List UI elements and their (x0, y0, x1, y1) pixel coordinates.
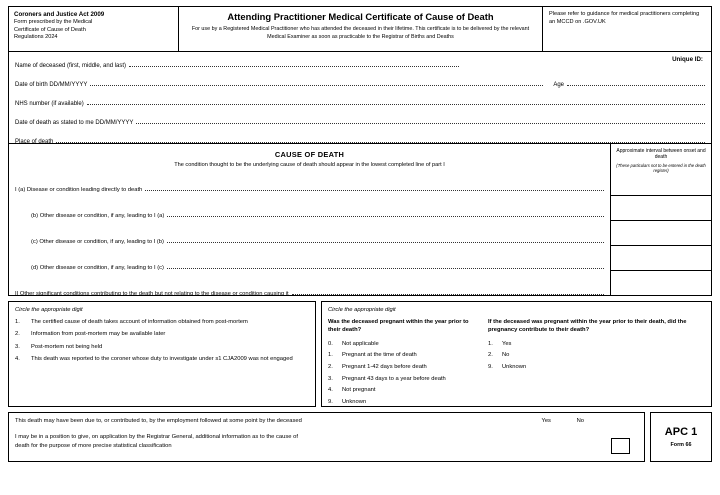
option-text: This death was reported to the coroner whose duty to investigate under s1 CJA2009 was not engaged (31, 356, 293, 363)
option-number: 1. (328, 352, 333, 359)
cause-of-death-subheading: The condition thought to be the underlying cause of death should appear in the lowest completed line of part I (174, 162, 445, 168)
list-item[interactable] (15, 330, 309, 338)
option-number: 2. (15, 331, 20, 338)
form-number: Form 66 (670, 442, 692, 448)
circle-instruction-right: Circle the appropriate digit (328, 307, 396, 313)
list-item[interactable] (488, 351, 705, 359)
list-item[interactable] (328, 340, 480, 348)
deceased-details-section (8, 52, 712, 144)
date-of-birth-input[interactable] (90, 78, 543, 86)
option-number: 9. (328, 398, 333, 405)
interval-cell-1d[interactable] (611, 271, 711, 295)
date-of-death-input[interactable] (136, 116, 705, 124)
option-number: 9. (488, 364, 493, 370)
interval-note: (These particulars not to be entered in the death register) (616, 163, 706, 173)
nhs-number-input[interactable] (87, 97, 705, 105)
post-mortem-options (15, 318, 309, 364)
pregnancy-box (321, 301, 712, 407)
list-item[interactable] (15, 355, 309, 363)
regulation-line-2: Certificate of Cause of Death (14, 26, 86, 33)
interval-cell-1c[interactable] (611, 246, 711, 271)
field-label: Place of death (15, 139, 54, 145)
name-of-deceased-input[interactable] (129, 59, 459, 67)
pregnancy-options-2 (488, 340, 705, 371)
post-mortem-box (8, 301, 316, 407)
field-label: Date of birth DD/MM/YYYY (15, 82, 88, 88)
guidance-text: Please refer to guidance for medical practitioners completing an MCCD on .GOV.UK (549, 11, 700, 25)
field-nhs-number (15, 97, 705, 107)
page-title: Attending Practitioner Medical Certificate of Cause of Death (227, 11, 494, 22)
pregnancy-options-1 (328, 340, 480, 406)
option-text: Not applicable (342, 340, 379, 347)
cod-line-2 (9, 287, 610, 297)
field-date-of-birth (15, 78, 705, 88)
employment-question: This death may have been due to, or contributed to, by the employment followed at some point by the deceased (15, 418, 302, 424)
cod-line-1d (9, 261, 610, 271)
pregnancy-question-1 (328, 307, 488, 405)
option-number: 4. (328, 387, 333, 394)
list-item[interactable] (328, 386, 480, 394)
option-number: 0. (328, 340, 333, 347)
field-label: NHS number (if available) (15, 101, 84, 107)
place-of-death-input[interactable] (56, 135, 705, 143)
cod-line-label: I (a) Disease or condition leading directly to death (15, 187, 143, 193)
pregnancy-question-2-text: If the deceased was pregnant within the year prior to their death, did the pregnancy contribute to their death? (488, 319, 687, 334)
option-text: No (502, 352, 510, 359)
field-name-of-deceased (15, 59, 705, 69)
option-text: Pregnant 1-42 days before death (342, 364, 427, 370)
list-item[interactable] (488, 340, 705, 348)
form-code: APC 1 (664, 426, 698, 438)
cause-of-death-section (8, 144, 712, 296)
regulation-line-1: Form prescribed by the Medical (14, 19, 93, 26)
option-text: Yes (502, 340, 512, 347)
option-number: 3. (15, 343, 20, 350)
option-number: 1. (15, 319, 20, 325)
option-text: Post-mortem not being held (31, 343, 103, 350)
age-label: Age (553, 82, 564, 88)
statistical-declaration (15, 433, 575, 452)
field-label: Date of death as stated to me DD/MM/YYYY (15, 120, 134, 126)
circle-digit-section (8, 301, 712, 407)
document-header (8, 6, 712, 52)
header-guidance-block (543, 7, 711, 51)
act-title: Coroners and Justice Act 2009 (14, 11, 105, 18)
cause-of-death-rows (9, 183, 610, 297)
cod-line-1d-input[interactable] (167, 261, 604, 269)
header-subtitle: For use by a Registered Medical Practitioner who has attended the deceased in their lifetime. This certificate is to be delivered by the relevant Medical Examiner as soon as practicable to the Registrar of Births and Deaths (191, 26, 530, 40)
option-text: Unknown (502, 364, 527, 370)
list-item[interactable] (15, 318, 309, 326)
yes-no-labels (517, 418, 584, 424)
declaration-checkbox[interactable] (611, 438, 630, 454)
list-item[interactable] (328, 363, 480, 371)
option-number: 2. (488, 352, 493, 359)
pregnancy-question-1-text: Was the deceased pregnant within the year prior to their death? (328, 319, 469, 334)
option-number: 1. (488, 340, 493, 347)
list-item[interactable] (488, 363, 705, 371)
interval-heading-block (611, 144, 711, 196)
unique-id-label: Unique ID: (672, 56, 703, 63)
cause-of-death-heading-block (9, 144, 610, 173)
cod-line-label: (b) Other disease or condition, if any, leading to I (a) (31, 213, 165, 219)
option-number: 4. (15, 356, 20, 363)
list-item[interactable] (15, 343, 309, 351)
cause-of-death-heading: CAUSE OF DEATH (274, 150, 345, 159)
footer-section (8, 412, 712, 462)
cod-line-1a-input[interactable] (145, 183, 604, 191)
header-legal-block (9, 7, 179, 51)
option-number: 3. (328, 375, 333, 382)
interval-cell-1a[interactable] (611, 196, 711, 221)
no-label[interactable]: No (576, 418, 584, 424)
option-text: Not pregnant (342, 387, 376, 394)
form-code-box (650, 412, 712, 462)
field-label: Name of deceased (first, middle, and last) (15, 63, 127, 69)
option-text: Information from post-mortem may be available later (31, 331, 166, 338)
cod-line-1b (9, 209, 610, 219)
header-title-block (179, 7, 543, 51)
cod-line-1c (9, 235, 610, 245)
option-number: 2. (328, 364, 333, 370)
field-date-of-death (15, 116, 705, 126)
option-text: Unknown (342, 398, 367, 405)
cod-line-1a (9, 183, 610, 193)
list-item[interactable] (328, 375, 480, 383)
option-text: The certified cause of death takes account of information obtained from post-mortem (31, 319, 248, 325)
cod-line-label: (c) Other disease or condition, if any, leading to I (b) (31, 239, 164, 245)
circle-instruction-left: Circle the appropriate digit (15, 307, 83, 313)
cod-line-2-input[interactable] (292, 287, 604, 295)
interval-heading: Approximate interval between onset and death (616, 148, 706, 160)
yes-label[interactable]: Yes (541, 418, 551, 424)
cod-line-label: II Other significant conditions contributing to the death but not relating to the disease or condition causing it (15, 291, 289, 297)
option-text: Pregnant 43 days to a year before death (342, 375, 446, 382)
cause-of-death-main (9, 144, 611, 295)
list-item[interactable] (328, 398, 480, 406)
cod-line-1b-input[interactable] (167, 209, 604, 217)
list-item[interactable] (328, 351, 480, 359)
statistical-declaration-line-1: I may be in a position to give, on application by the Registrar General, additional information as to the cause of (15, 434, 298, 440)
cod-line-label: (d) Other disease or condition, if any, leading to I (c) (31, 265, 164, 271)
statistical-declaration-line-2: death for the purpose of more precise statistical classification (15, 443, 172, 450)
option-text: Pregnant at the time of death (342, 352, 417, 359)
interval-cell-1b[interactable] (611, 221, 711, 246)
pregnancy-question-2 (488, 307, 705, 401)
regulation-line-3: Regulations 2024 (14, 34, 58, 41)
interval-column (611, 144, 711, 295)
age-input[interactable] (567, 78, 705, 86)
cod-line-1c-input[interactable] (167, 235, 604, 243)
employment-declaration-box (8, 412, 645, 462)
